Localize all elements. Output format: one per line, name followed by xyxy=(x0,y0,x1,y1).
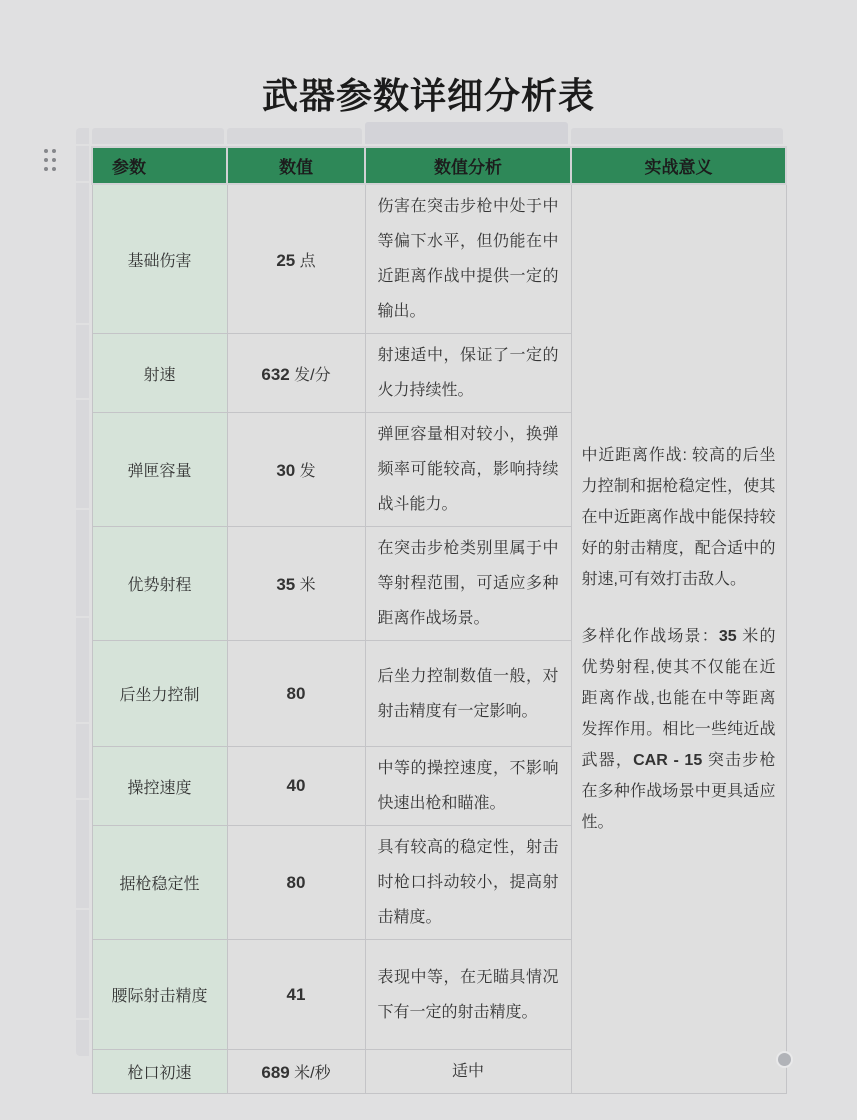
value-unit: 米/秒 xyxy=(289,1065,331,1082)
row-select-strip[interactable] xyxy=(76,618,89,722)
value-cell[interactable] xyxy=(227,747,365,826)
value-unit: 发/分 xyxy=(289,366,331,384)
column-select-strip-active[interactable] xyxy=(365,122,568,144)
value-cell[interactable] xyxy=(227,184,365,334)
header-significance[interactable]: 实战意义 xyxy=(571,147,786,184)
value-number: 41 xyxy=(286,984,306,1004)
analysis-cell[interactable]: 伤害在突击步枪中处于中等偏下水平，但仍能在中近距离作战中提供一定的输出。 xyxy=(365,184,571,334)
value-number: 30 xyxy=(276,461,296,480)
header-param[interactable]: 参数 xyxy=(92,147,227,184)
param-cell[interactable]: 射速 xyxy=(92,334,227,413)
value-unit: 米 xyxy=(295,577,316,594)
row-select-strip[interactable] xyxy=(76,1020,89,1056)
param-cell[interactable]: 腰际射击精度 xyxy=(92,940,227,1050)
row-select-strip[interactable] xyxy=(76,724,89,798)
page-title: 武器参数详细分析表 xyxy=(261,75,595,117)
column-select-strip[interactable] xyxy=(92,128,224,144)
table-resize-handle[interactable] xyxy=(776,1051,793,1068)
param-cell[interactable]: 据枪稳定性 xyxy=(92,826,227,940)
analysis-cell[interactable]: 弹匣容量相对较小，换弹频率可能较高，影响持续战斗能力。 xyxy=(365,413,571,527)
significance-paragraph-1: 中近距离作战: 较高的后坐力控制和据枪稳定性，使其在中近距离作战中能保持较好的射击精度，配合适中的射速,可有效打击敌人。 xyxy=(581,447,776,588)
value-number: 80 xyxy=(286,872,306,892)
value-cell[interactable] xyxy=(227,641,365,747)
value-number: 25 xyxy=(276,250,296,270)
significance-paragraph-2: 多样化作战场景：35 米的优势射程,使其不仅能在近距离作战,也能在中等距离发挥作用。相比一些纯近战武器，CAR - 15 突击步枪在多种作战场景中更具适应性。 xyxy=(581,628,776,831)
row-select-strip[interactable] xyxy=(76,910,89,1018)
analysis-cell[interactable]: 后坐力控制数值一般，对射击精度有一定影响。 xyxy=(365,641,571,747)
weapon-parameters-table xyxy=(91,146,787,1094)
analysis-cell[interactable]: 射速适中，保证了一定的火力持续性。 xyxy=(365,334,571,413)
param-cell[interactable]: 操控速度 xyxy=(92,747,227,826)
header-value[interactable]: 数值 xyxy=(227,147,365,184)
table-header-row xyxy=(92,147,786,184)
value-unit: 发 xyxy=(295,463,316,480)
table-drag-handle-icon[interactable] xyxy=(42,147,58,173)
value-number: 80 xyxy=(286,683,306,703)
column-select-strip[interactable] xyxy=(227,128,362,144)
analysis-cell[interactable]: 在突击步枪类别里属于中等射程范围，可适应多种距离作战场景。 xyxy=(365,527,571,641)
significance-cell[interactable] xyxy=(571,184,786,1094)
value-cell[interactable] xyxy=(227,413,365,527)
row-select-strip[interactable] xyxy=(76,400,89,508)
analysis-cell[interactable]: 中等的操控速度，不影响快速出枪和瞄准。 xyxy=(365,747,571,826)
value-cell[interactable] xyxy=(227,334,365,413)
value-unit: 点 xyxy=(295,252,316,270)
row-select-strip[interactable] xyxy=(76,183,89,323)
table-corner-select-strip[interactable] xyxy=(76,128,89,144)
value-number: 40 xyxy=(286,776,306,795)
header-analysis[interactable]: 数值分析 xyxy=(365,147,571,184)
column-select-strip[interactable] xyxy=(571,128,783,144)
value-cell[interactable] xyxy=(227,1050,365,1094)
analysis-cell[interactable]: 适中 xyxy=(365,1050,571,1094)
value-cell[interactable] xyxy=(227,940,365,1050)
column-select-gutter xyxy=(92,128,783,144)
param-cell[interactable]: 枪口初速 xyxy=(92,1050,227,1094)
row-select-strip[interactable] xyxy=(76,800,89,908)
param-cell[interactable]: 优势射程 xyxy=(92,527,227,641)
value-cell[interactable] xyxy=(227,527,365,641)
row-select-strip[interactable] xyxy=(76,325,89,398)
analysis-cell[interactable]: 表现中等，在无瞄具情况下有一定的射击精度。 xyxy=(365,940,571,1050)
row-select-strip[interactable] xyxy=(76,146,89,181)
row-select-gutter xyxy=(76,146,89,1056)
row-select-strip[interactable] xyxy=(76,510,89,616)
value-cell[interactable] xyxy=(227,826,365,940)
value-number: 35 xyxy=(276,575,296,594)
param-cell[interactable]: 后坐力控制 xyxy=(92,641,227,747)
table-row xyxy=(92,184,786,334)
analysis-cell[interactable]: 具有较高的稳定性，射击时枪口抖动较小，提高射击精度。 xyxy=(365,826,571,940)
param-cell[interactable]: 基础伤害 xyxy=(92,184,227,334)
value-number: 689 xyxy=(261,1063,290,1082)
param-cell[interactable]: 弹匣容量 xyxy=(92,413,227,527)
value-number: 632 xyxy=(261,364,290,384)
